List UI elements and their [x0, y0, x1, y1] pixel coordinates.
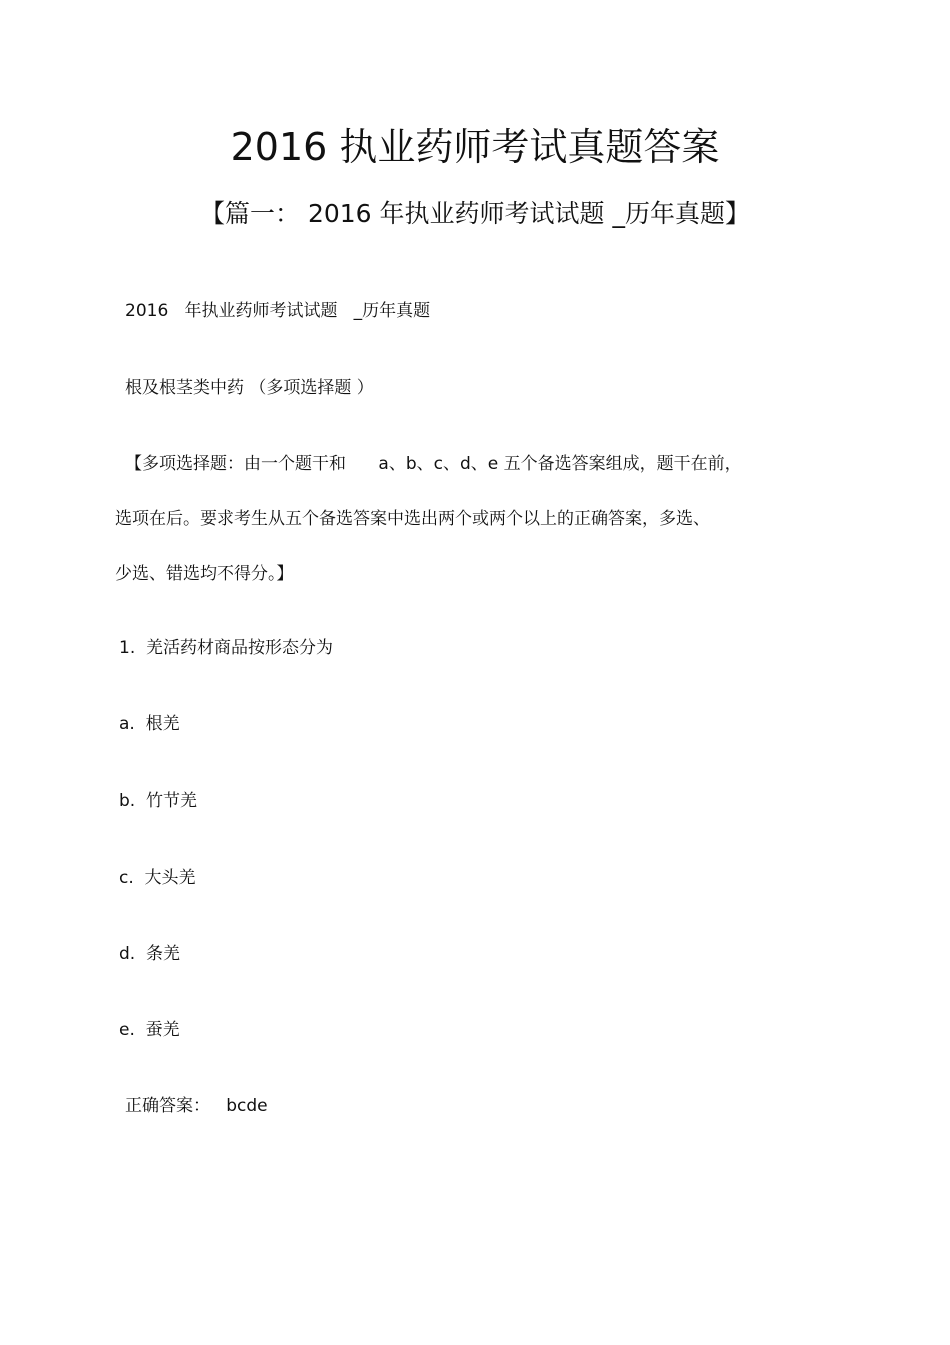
- correct-answer: 正确答案： bcde: [125, 1096, 268, 1116]
- document-subtitle: 【篇一： 2016 年执业药师考试试题 _历年真题】: [200, 199, 750, 228]
- section-heading: 2016 年执业药师考试试题 _历年真题: [125, 301, 431, 321]
- option-e: e. 蚕羌: [119, 1020, 180, 1040]
- instruction-line-3: 少选、错选均不得分。】: [115, 564, 294, 584]
- option-a: a. 根羌: [119, 714, 180, 734]
- option-b: b. 竹节羌: [119, 791, 198, 811]
- question-text: 1. 羌活药材商品按形态分为: [119, 638, 334, 658]
- option-d: d. 条羌: [119, 944, 181, 964]
- document-title: 2016 执业药师考试真题答案: [230, 125, 720, 169]
- instruction-line-2: 选项在后。要求考生从五个备选答案中选出两个或两个以上的正确答案，多选、: [115, 509, 710, 529]
- option-c: c. 大头羌: [119, 868, 196, 888]
- instruction-line-1: 【多项选择题：由一个题干和 a、b、c、d、e 五个备选答案组成，题干在前，: [125, 454, 742, 474]
- question-category: 根及根茎类中药 （多项选择题 ）: [125, 378, 374, 398]
